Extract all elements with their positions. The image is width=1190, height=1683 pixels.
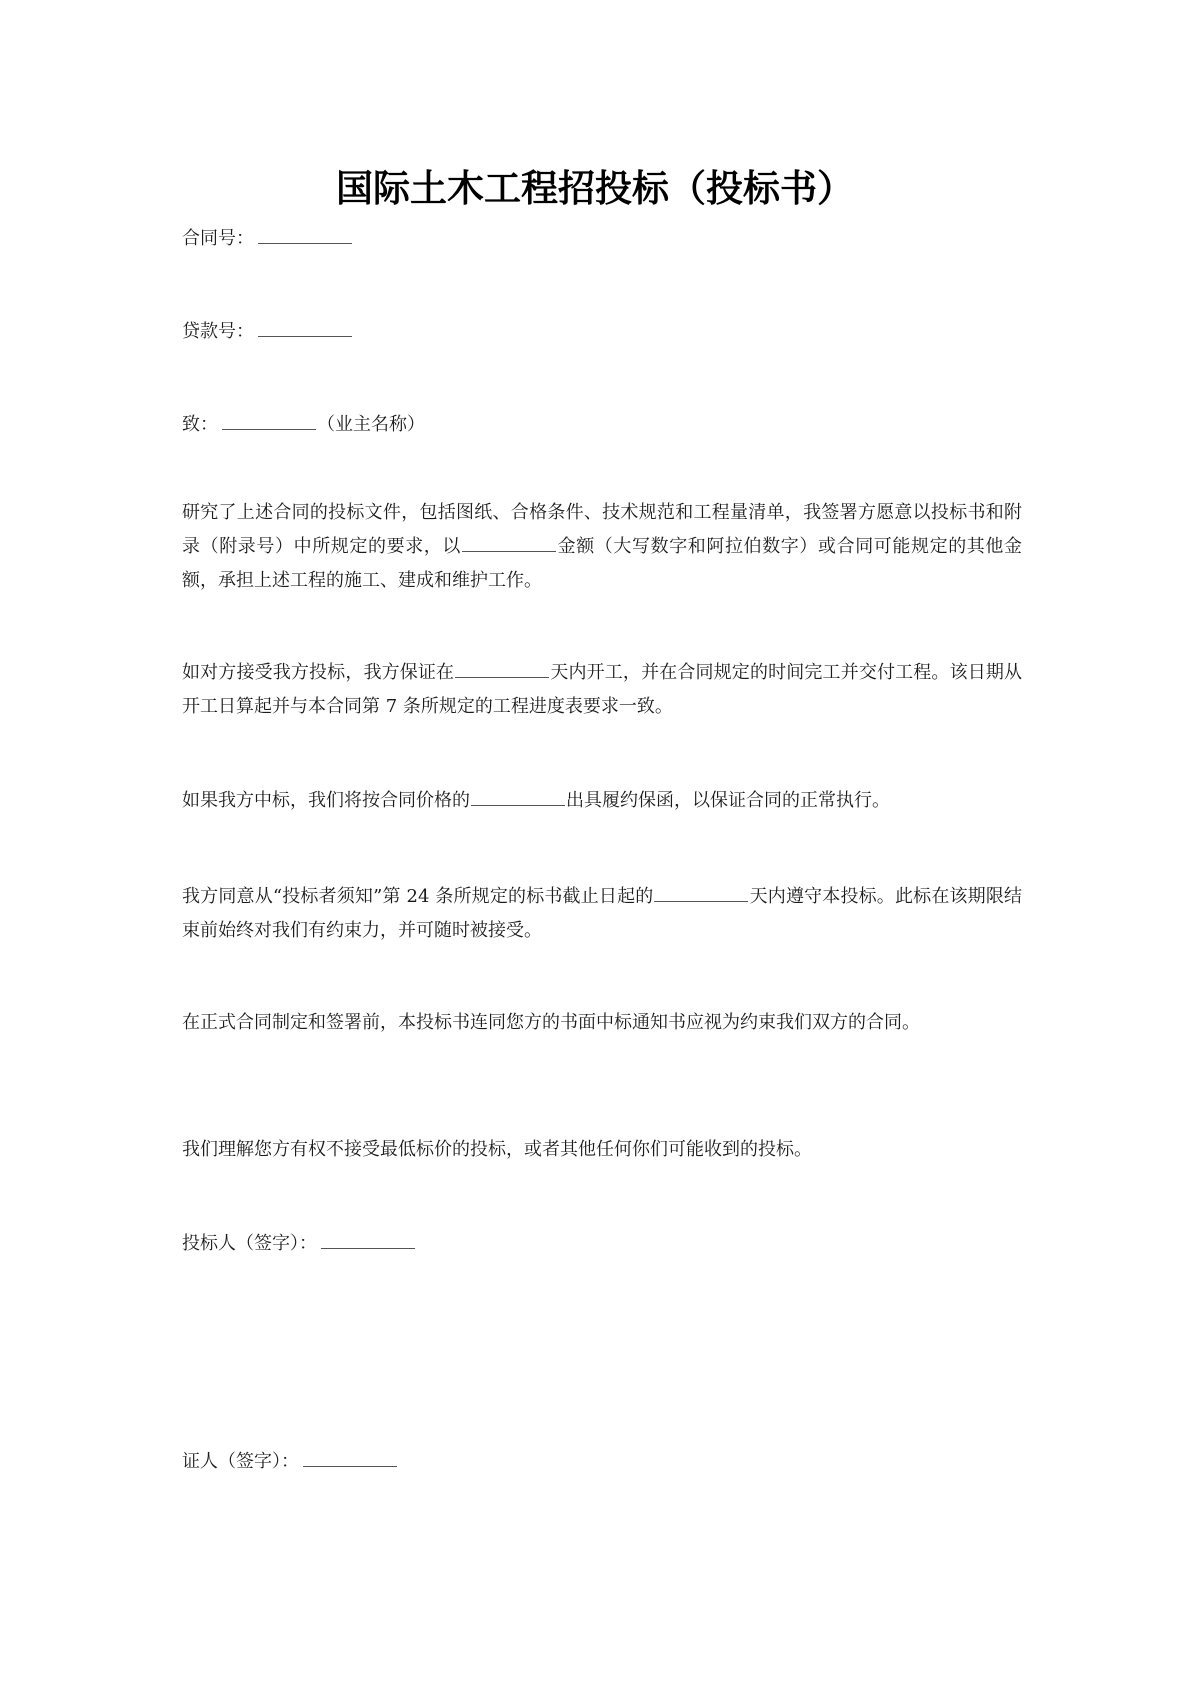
witness-signature-line [182,1445,1022,1479]
contract-number-blank[interactable] [258,225,352,244]
witness-signature-blank[interactable] [303,1448,397,1467]
paragraph-text: 如对方接受我方投标，我方保证在 [182,662,455,683]
loan-number-blank[interactable] [258,318,352,337]
paragraph-text: 研究了上述合同的投标文件，包括图纸、合格条件、技术规范和工程量清单，我签署方愿意以投标书和附录（附录号）中所规定的要求，以 [182,502,1022,557]
amount-blank[interactable] [462,533,556,552]
bidder-signature-label: 投标人（签字）： [182,1233,317,1254]
paragraph-text: 天内开工，并在合同规定的时间完工并交付工程。该日期从开工日算起并与本合同第 7 条所规定的工程进度表要求一致。 [182,662,1023,717]
bidder-signature-blank[interactable] [321,1230,415,1249]
witness-signature-label: 证人（签字）： [182,1451,299,1472]
addressee-blank[interactable] [222,411,316,430]
paragraph-right-to-reject: 我们理解您方有权不接受最低标价的投标，或者其他任何你们可能收到的投标。 [182,1139,812,1160]
bond-percentage-blank[interactable] [471,787,565,806]
paragraph-binding-contract: 在正式合同制定和签署前，本投标书连同您方的书面中标通知书应视为约束我们双方的合同。 [182,1012,920,1033]
contract-number-label: 合同号： [182,228,254,249]
loan-number-label: 贷款号： [182,321,254,342]
document-title: 国际土木工程招投标（投标书） [336,166,854,210]
addressee-line [182,408,1022,442]
paragraph-text: 天内遵守本投标。此标在该期限结束前始终对我们有约束力，并可随时被接受。 [182,886,1023,941]
paragraph-validity [182,880,1022,948]
validity-days-blank[interactable] [654,883,748,902]
paragraph-commencement [182,656,1022,724]
paragraph-text: 金额（大写数字和阿拉伯数字）或合同可能规定的其他金额，承担上述工程的施工、建成和维护工作。 [182,536,1022,591]
paragraph-text: 如果我方中标，我们将按合同价格的 [182,790,470,811]
paragraph-text: 我方同意从“投标者须知”第 24 条所规定的标书截止日起的 [182,886,654,907]
loan-number-line [182,315,1022,349]
bidder-signature-line [182,1227,1022,1261]
contract-number-line [182,222,1022,256]
addressee-label: 致： [182,414,218,435]
addressee-suffix: （业主名称） [317,414,425,435]
paragraph-tender-scope [182,496,1022,598]
days-to-start-blank[interactable] [455,659,549,678]
paragraph-text: 出具履约保函，以保证合同的正常执行。 [566,790,890,811]
paragraph-performance-bond [182,784,1022,818]
